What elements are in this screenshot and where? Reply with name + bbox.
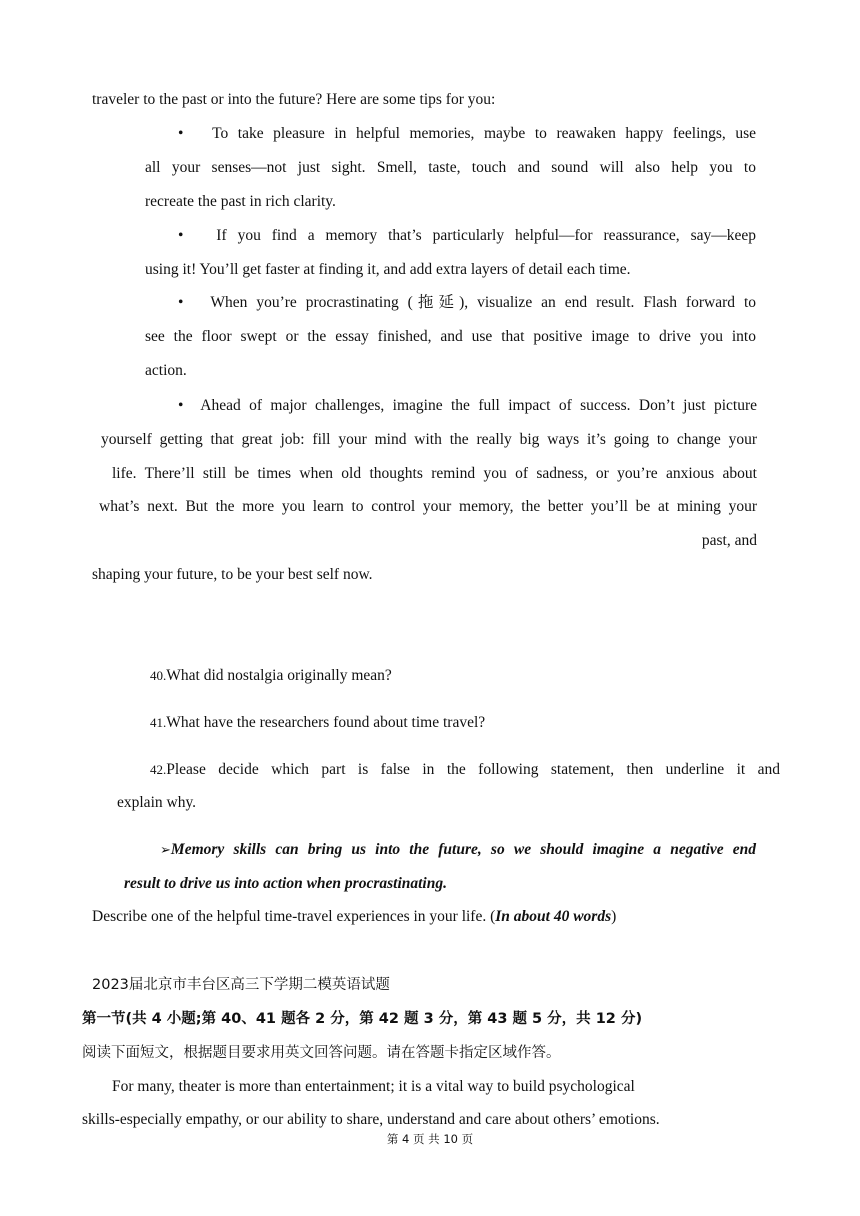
tip-1-text-1: To take pleasure in helpful memories, maybe to reawaken happy feelings, use — [212, 125, 756, 142]
intro-line: traveler to the past or into the future? Here are some tips for you: — [92, 91, 496, 108]
tip-1-line-3: recreate the past in rich clarity. — [145, 193, 336, 210]
question-number: 41. — [150, 715, 167, 730]
tip-1-line-1 — [178, 124, 756, 144]
word-limit: In about 40 words — [495, 908, 612, 925]
tip-3-line-1 — [178, 293, 756, 313]
question-40 — [150, 666, 392, 686]
question-42-line-1 — [150, 760, 780, 780]
question-41 — [150, 713, 485, 733]
question-number: 40. — [150, 668, 167, 683]
tip-3-text-1: When you’re procrastinating (拖延), visualize an end result. Flash forward to — [210, 294, 757, 311]
tip-4-line-4: what’s next. But the more you learn to control your memory, the better you’ll be at mining your — [99, 498, 757, 515]
tip-4-line-6: shaping your future, to be your best self now. — [92, 566, 373, 583]
tip-3-line-3: action. — [145, 362, 187, 379]
tip-3-line-2: see the floor swept or the essay finished, and use that positive image to drive you into — [145, 328, 756, 345]
section-header: 第一节(共 4 小题;第 40、41 题各 2 分，第 42 题 3 分，第 43 题 5 分，共 12 分) — [82, 1011, 643, 1027]
exam-title: 2023届北京市丰台区高三下学期二模英语试题 — [92, 977, 390, 993]
question-text: Please decide which part is false in the following statement, then underline it and — [166, 761, 780, 778]
tip-4-line-3: life. There’ll still be times when old thoughts remind you of sadness, or you’re anxious about — [112, 465, 757, 482]
question-text: What have the researchers found about time travel? — [166, 714, 486, 731]
tip-4-line-5: past, and — [701, 532, 757, 549]
bullet-icon: • — [178, 294, 184, 311]
question-close: ) — [611, 908, 617, 925]
tip-2-line-2: using it! You’ll get faster at finding it, and add extra layers of detail each time. — [145, 261, 631, 278]
tip-4-line-1 — [178, 396, 757, 416]
tip-2-text-1: If you find a memory that’s particularly helpful—for reassurance, say—keep — [216, 227, 757, 244]
instruction: 阅读下面短文，根据题目要求用英文回答问题。请在答题卡指定区域作答。 — [82, 1045, 561, 1061]
tip-1-line-2: all your senses—not just sight. Smell, taste, touch and sound will also help you to — [145, 159, 756, 176]
tip-4-text-1: Ahead of major challenges, imagine the full impact of success. Don’t just picture — [200, 397, 758, 414]
bullet-icon: • — [178, 397, 184, 414]
question-42-line-2: explain why. — [117, 794, 197, 811]
statement-line-1 — [160, 840, 756, 860]
tip-4-line-2: yourself getting that great job: fill your mind with the really big ways it’s going to change your — [101, 431, 757, 448]
question-number: 42. — [150, 762, 167, 777]
question-text: Describe one of the helpful time-travel experiences in your life. ( — [92, 908, 496, 925]
statement-line-2: result to drive us into action when procrastinating. — [124, 875, 447, 892]
bullet-icon: • — [178, 227, 184, 244]
page-footer: 第 4 页 共 10 页 — [386, 1132, 474, 1146]
arrow-marker-icon: ➢ — [160, 842, 171, 857]
question-text: What did nostalgia originally mean? — [166, 667, 392, 684]
question-43 — [92, 907, 616, 927]
bullet-icon: • — [178, 125, 184, 142]
tip-2-line-1 — [178, 226, 756, 246]
paragraph-line-2: skills-especially empathy, or our ability to share, understand and care about others’ emotions. — [82, 1111, 660, 1128]
paragraph-line-1: For many, theater is more than entertainment; it is a vital way to build psychological — [112, 1078, 635, 1095]
statement-text-1: Memory skills can bring us into the future, so we should imagine a negative end — [170, 841, 756, 858]
